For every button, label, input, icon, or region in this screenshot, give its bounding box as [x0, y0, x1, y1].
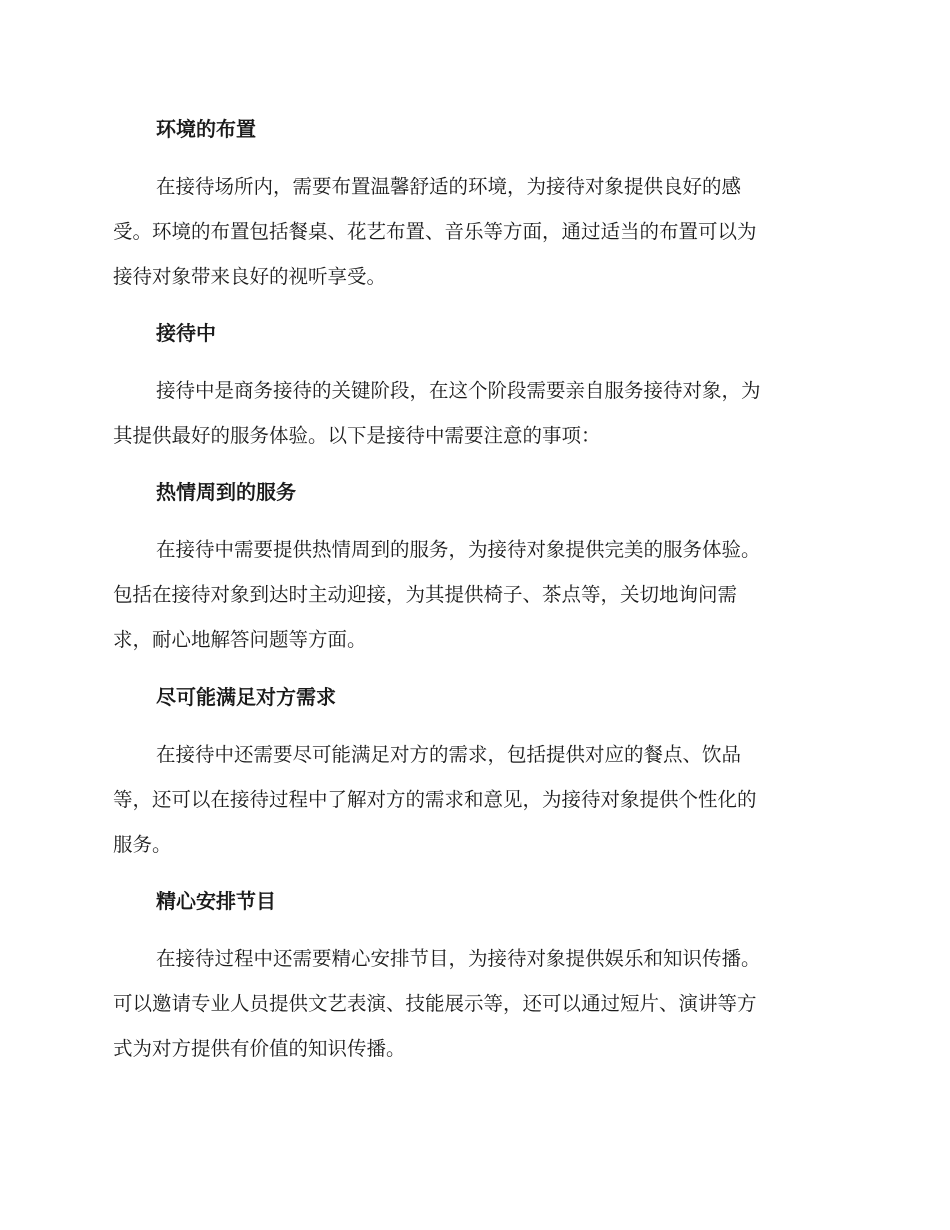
paragraph-line: 受。环境的布置包括餐桌、花艺布置、音乐等方面，通过适当的布置可以为 [113, 220, 757, 243]
paragraph-line: 在接待中还需要尽可能满足对方的需求，包括提供对应的餐点、饮品 [156, 743, 742, 766]
paragraph-line: 在接待中需要提供热情周到的服务，为接待对象提供完美的服务体验。 [156, 538, 761, 561]
paragraph-line: 求，耐心地解答问题等方面。 [113, 628, 367, 651]
section-paragraph-environment [113, 164, 835, 299]
paragraph-line: 等，还可以在接待过程中了解对方的需求和意见，为接待对象提供个性化的 [113, 788, 757, 811]
paragraph-line: 包括在接待对象到达时主动迎接，为其提供椅子、茶点等，关切地询问需 [113, 583, 738, 606]
section-paragraph-arrange-program [113, 936, 835, 1071]
paragraph-line: 在接待场所内，需要布置温馨舒适的环境，为接待对象提供良好的感 [156, 175, 742, 198]
section-paragraph-meet-needs [113, 732, 835, 867]
paragraph-line: 接待对象带来良好的视听享受。 [113, 265, 387, 288]
section-heading-arrange-program: 精心安排节目 [156, 889, 276, 913]
paragraph-line: 服务。 [113, 833, 172, 856]
paragraph-line: 可以邀请专业人员提供文艺表演、技能展示等，还可以通过短片、演讲等方 [113, 992, 757, 1015]
section-paragraph-during-reception [113, 368, 835, 458]
section-paragraph-warm-service [113, 527, 835, 662]
section-heading-during-reception: 接待中 [156, 321, 216, 345]
paragraph-line: 接待中是商务接待的关键阶段，在这个阶段需要亲自服务接待对象，为 [156, 379, 761, 402]
paragraph-line: 在接待过程中还需要精心安排节目，为接待对象提供娱乐和知识传播。 [156, 947, 761, 970]
section-heading-environment: 环境的布置 [156, 117, 256, 141]
paragraph-line: 其提供最好的服务体验。以下是接待中需要注意的事项： [113, 424, 601, 447]
paragraph-line: 式为对方提供有价值的知识传播。 [113, 1037, 406, 1060]
section-heading-meet-needs: 尽可能满足对方需求 [156, 685, 336, 709]
section-heading-warm-service: 热情周到的服务 [156, 480, 296, 504]
